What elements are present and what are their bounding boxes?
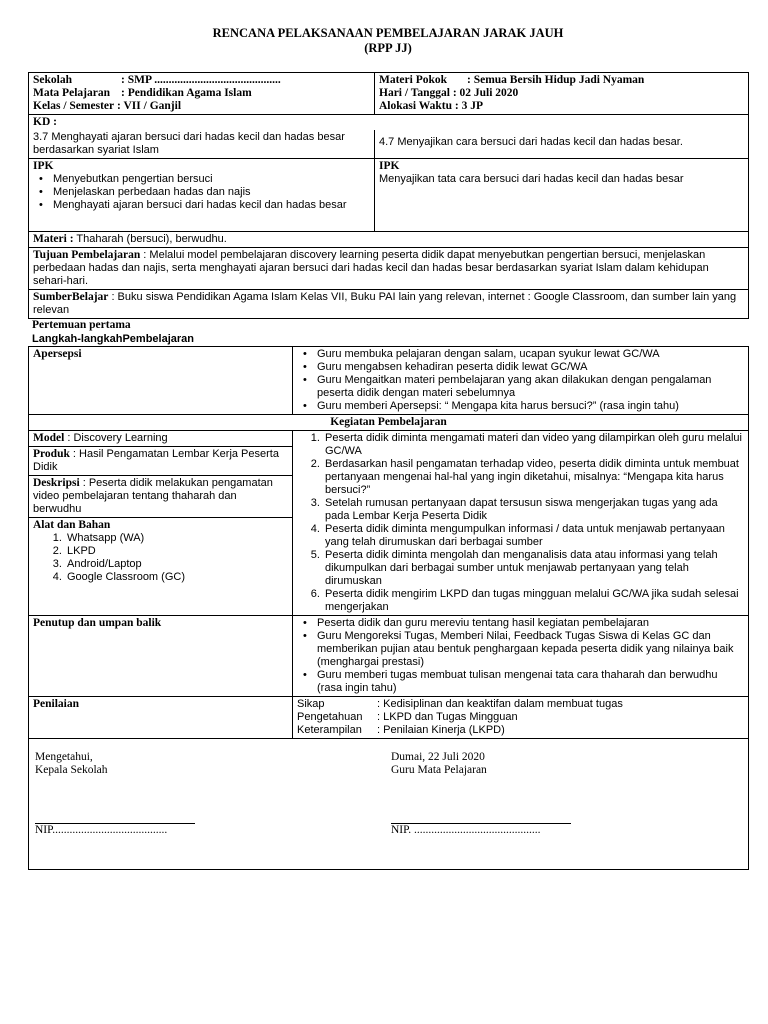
document-subtitle: (RPP JJ) bbox=[364, 41, 412, 55]
step-item: 6. Peserta didik mengirim LKPD dan tugas mingguan melalui GC/WA jika sudah selesai mengerjakan bbox=[323, 588, 744, 614]
signature-left-line2: Kepala Sekolah bbox=[35, 764, 108, 776]
ipk-right-text: Menyajikan tata cara bersuci dari hadas kecil dan hadas besar bbox=[379, 173, 684, 185]
signature-right-line1: Dumai, 22 Juli 2020 bbox=[391, 751, 485, 763]
deskripsi-label: Deskripsi bbox=[33, 477, 80, 489]
class-value: : VII / Ganjil bbox=[117, 100, 182, 112]
ipk-item: • Menghayati ajaran bersuci dari hadas kecil dan hadas besar bbox=[53, 199, 370, 212]
materi-label: Materi : bbox=[33, 233, 74, 245]
subject-label: Mata Pelajaran bbox=[33, 87, 110, 99]
pengetahuan-value: : LKPD dan Tugas Mingguan bbox=[377, 711, 518, 723]
produk-text: : Hasil Pengamatan Lembar Kerja Peserta Didik bbox=[33, 448, 279, 473]
keterampilan-value: : Penilaian Kinerja (LKPD) bbox=[377, 724, 505, 736]
signature-right-line2: Guru Mata Pelajaran bbox=[391, 764, 487, 776]
date-label: Hari / Tanggal bbox=[379, 87, 450, 99]
class-label: Kelas / Semester bbox=[33, 100, 115, 112]
model-label: Model bbox=[33, 432, 65, 444]
kd-right: 4.7 Menyajikan cara bersuci dari hadas kecil dan hadas besar. bbox=[375, 130, 749, 159]
ipk-left-label: IPK bbox=[33, 160, 54, 172]
sikap-label: Sikap bbox=[297, 698, 325, 710]
alat-row bbox=[29, 518, 292, 585]
step-item: 3. Setelah rumusan pertanyaan dapat tersusun siswa mengerjakan tugas yang ada pada Lembar Kerja Peserta Didik bbox=[323, 497, 744, 523]
ipk-right bbox=[375, 159, 749, 232]
kegiatan-header: Kegiatan Pembelajaran bbox=[29, 415, 749, 431]
penutup-label: Penutup dan umpan balik bbox=[29, 616, 293, 697]
signature-left-nip: NIP........................................ bbox=[35, 824, 168, 836]
signature-right-line bbox=[391, 807, 571, 824]
steps-list bbox=[297, 432, 744, 614]
penilaian-label: Penilaian bbox=[29, 697, 293, 739]
alat-item: 2. LKPD bbox=[65, 545, 288, 558]
step-item: 1. Peserta didik diminta mengamati materi dan video yang dilampirkan oleh guru melalui GC/WA bbox=[323, 432, 744, 458]
kd-left: 3.7 Menghayati ajaran bersuci dari hadas kecil dan hadas besar berdasarkan syariat Islam bbox=[29, 130, 375, 159]
alat-item: 1. Whatsapp (WA) bbox=[65, 532, 288, 545]
step-item: 4. Peserta didik diminta mengumpulkan informasi / data untuk menjawab pertanyaan yang telah dirumuskan dari berbagai sumber bbox=[323, 523, 744, 549]
sumber-text: : Buku siswa Pendidikan Agama Islam Kelas VII, Buku PAI lain yang relevan, internet : Google Classroom, dan sumber lain yang relevan bbox=[33, 291, 737, 316]
steps-table bbox=[28, 346, 749, 870]
produk-row bbox=[29, 447, 292, 476]
topic-label: Materi Pokok bbox=[379, 74, 448, 86]
penilaian-cell bbox=[293, 697, 749, 739]
subject-value: : Pendidikan Agama Islam bbox=[121, 87, 252, 99]
signature-right-nip: NIP. ............................................ bbox=[391, 824, 541, 836]
alat-item: 4. Google Classroom (GC) bbox=[65, 571, 288, 584]
penutup-item: • Guru Mengoreksi Tugas, Memberi Nilai, Feedback Tugas Siswa di Kelas GC dan memberikan pujian atau bentuk penghargaan kepada peserta didik yang nilainya baik (menghargai prestasi) bbox=[317, 630, 744, 669]
kd-label: KD : bbox=[29, 115, 749, 131]
signature-block bbox=[29, 739, 749, 870]
ipk-right-label: IPK bbox=[379, 160, 400, 172]
topic-value: : Semua Bersih Hidup Jadi Nyaman bbox=[467, 74, 645, 86]
pertemuan-title: Pertemuan pertama bbox=[32, 319, 131, 331]
materi-row bbox=[29, 232, 749, 248]
signature-left-line bbox=[35, 807, 195, 824]
identity-left bbox=[29, 73, 375, 115]
apersepsi-item: • Guru memberi Apersepsi: “ Mengapa kita harus bersuci?” (rasa ingin tahu) bbox=[317, 400, 744, 413]
rpp-table bbox=[28, 72, 749, 319]
tujuan-label: Tujuan Pembelajaran bbox=[33, 249, 141, 261]
alat-list bbox=[33, 532, 288, 584]
tujuan-row bbox=[29, 248, 749, 290]
alat-item: 3. Android/Laptop bbox=[65, 558, 288, 571]
penutup-cell bbox=[293, 616, 749, 697]
school-label: Sekolah bbox=[33, 74, 72, 86]
step-item: 2. Berdasarkan hasil pengamatan terhadap video, peserta didik diminta untuk membuat pertanyaan mengenai hal-hal yang ingin diketahui, misalnya: “Mengapa kita harus bersuci?” bbox=[323, 458, 744, 497]
ipk-item: • Menyebutkan pengertian bersuci bbox=[53, 173, 370, 186]
produk-label: Produk bbox=[33, 448, 70, 460]
time-value: : 3 JP bbox=[454, 100, 483, 112]
materi-text: Thaharah (bersuci), berwudhu. bbox=[73, 233, 227, 245]
pengetahuan-label: Pengetahuan bbox=[297, 711, 363, 723]
apersepsi-label: Apersepsi bbox=[29, 347, 293, 415]
rpp-document bbox=[28, 26, 748, 870]
ipk-left bbox=[29, 159, 375, 232]
apersepsi-item: • Guru mengabsen kehadiran peserta didik lewat GC/WA bbox=[317, 361, 744, 374]
langkah-title: Langkah-langkahPembelajaran bbox=[32, 333, 194, 345]
sikap-value: : Kedisiplinan dan keaktifan dalam membuat tugas bbox=[377, 698, 623, 710]
sumber-label: SumberBelajar bbox=[33, 291, 109, 303]
apersepsi-cell bbox=[293, 347, 749, 415]
signature-left-line1: Mengetahui, bbox=[35, 751, 93, 763]
time-label: Alokasi Waktu bbox=[379, 100, 452, 112]
penutup-item: • Peserta didik dan guru mereviu tentang hasil kegiatan pembelajaran bbox=[317, 617, 744, 630]
deskripsi-text: : Peserta didik melakukan pengamatan video pembelajaran tentang thaharah dan berwudhu bbox=[33, 477, 273, 515]
kegiatan-left bbox=[29, 431, 293, 616]
signature-left bbox=[35, 751, 195, 837]
tujuan-text: : Melalui model pembelajaran discovery learning peserta didik dapat menyebutkan pengertian bersuci, menjelaskan perbedaan hadas dan najis, serta menghayati ajaran bersuci dari hadas kecil dan hadas besar berdasarkan syariat Islam dalam kehidupan sehari-hari. bbox=[33, 249, 709, 287]
sumber-row bbox=[29, 290, 749, 319]
date-value: : 02 Juli 2020 bbox=[452, 87, 519, 99]
identity-right bbox=[375, 73, 749, 115]
ipk-item: • Menjelaskan perbedaan hadas dan najis bbox=[53, 186, 370, 199]
signature-right bbox=[391, 751, 571, 837]
model-row bbox=[29, 431, 292, 447]
document-title: RENCANA PELAKSANAAN PEMBELAJARAN JARAK JAUH bbox=[212, 26, 564, 40]
apersepsi-item: • Guru membuka pelajaran dengan salam, ucapan syukur lewat GC/WA bbox=[317, 348, 744, 361]
school-value: : SMP ............................................ bbox=[121, 74, 281, 86]
alat-label: Alat dan Bahan bbox=[33, 519, 111, 531]
apersepsi-item: • Guru Mengaitkan materi pembelajaran yang akan dilakukan dengan pengalaman peserta didik dengan materi sebelumnya bbox=[317, 374, 744, 400]
kegiatan-steps bbox=[293, 431, 749, 616]
ipk-list bbox=[33, 173, 370, 212]
keterampilan-label: Keterampilan bbox=[297, 724, 362, 736]
step-item: 5. Peserta didik diminta mengolah dan menganalisis data atau informasi yang telah dikumpulkan dari berbagai sumber untuk menjawab pertanyaan yang telah dirumuskan bbox=[323, 549, 744, 588]
deskripsi-row bbox=[29, 476, 292, 518]
identity-row bbox=[29, 73, 749, 115]
penutup-item: • Guru memberi tugas membuat tulisan mengenai tata cara thaharah dan berwudhu (rasa ingin tahu) bbox=[317, 669, 744, 695]
model-text: : Discovery Learning bbox=[64, 432, 168, 444]
